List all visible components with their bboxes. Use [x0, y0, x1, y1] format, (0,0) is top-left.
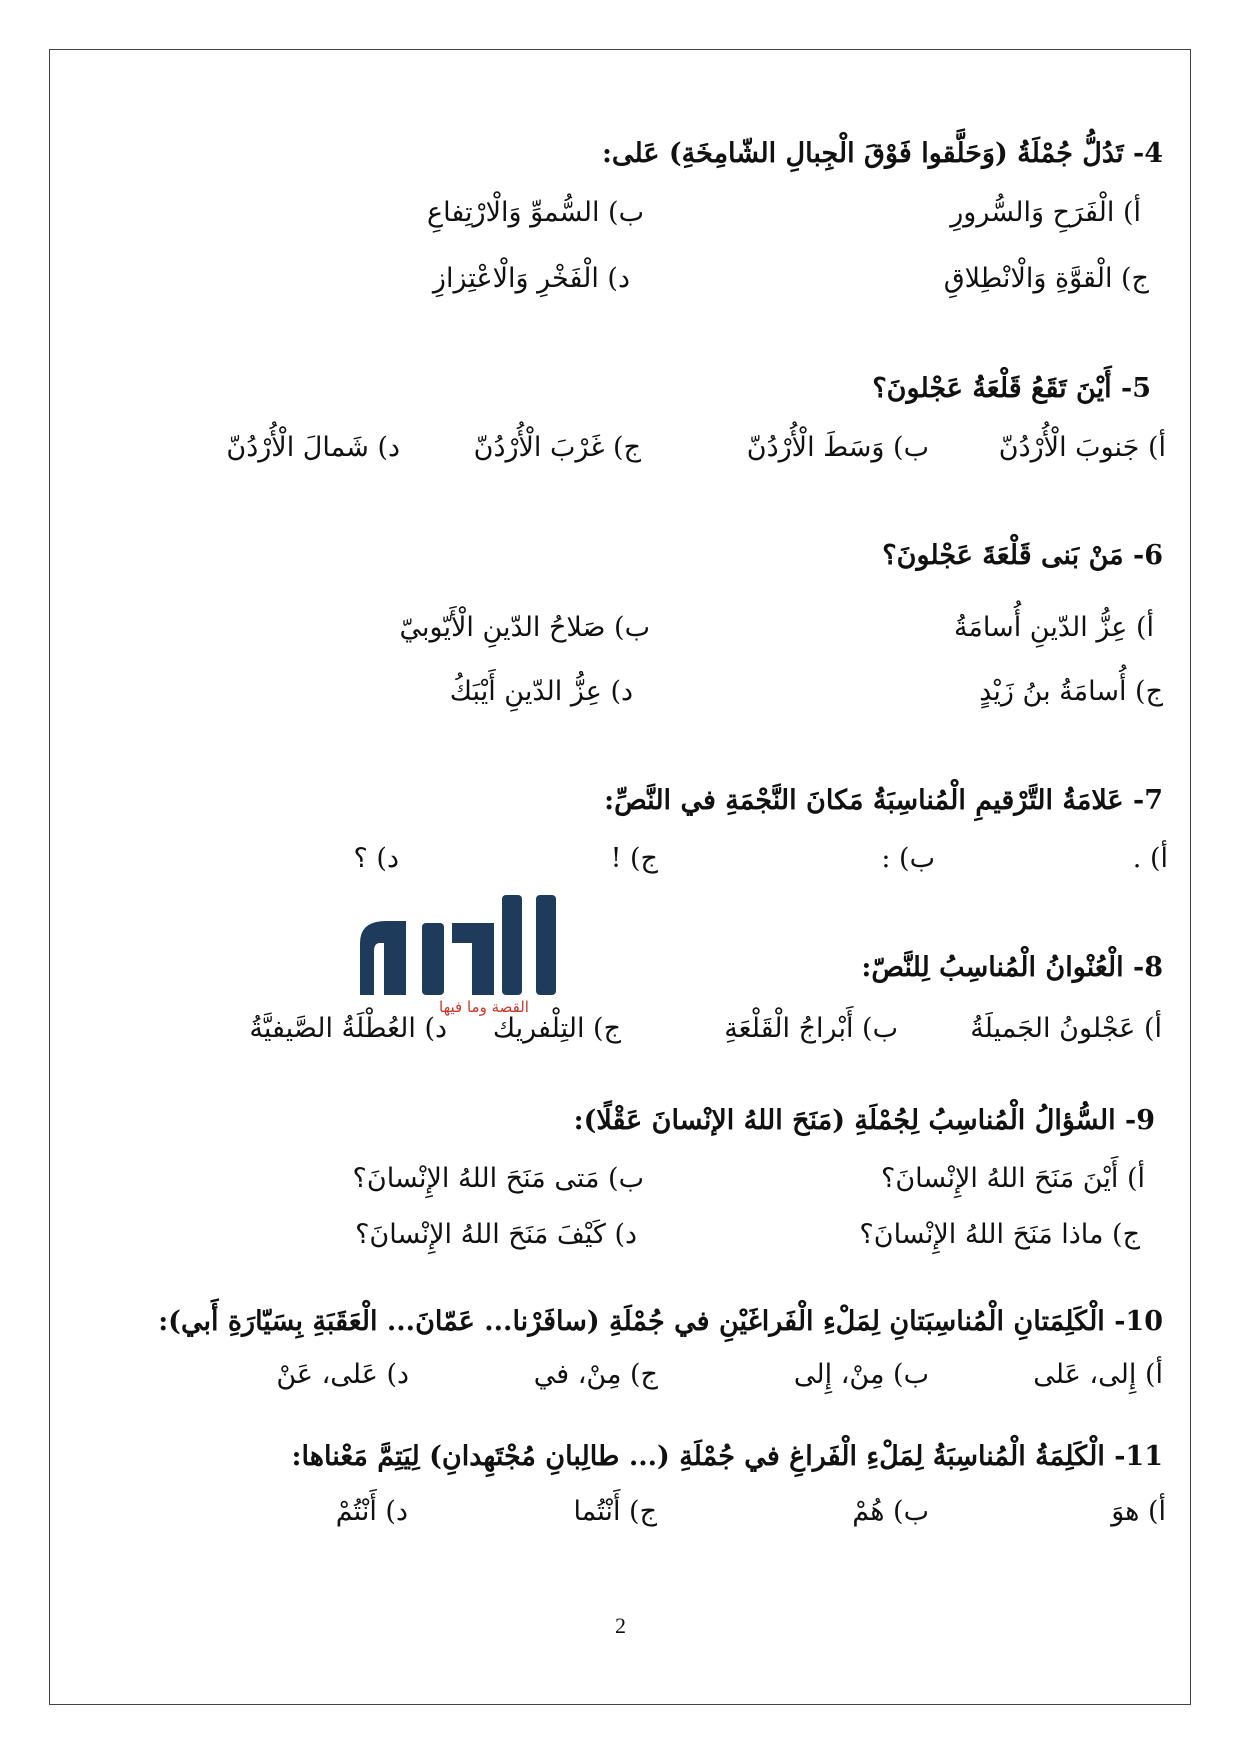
q5-option-a[interactable]: أ) جَنوبَ الْأُرْدُنّ [998, 432, 1166, 463]
question-11: 11- الْكَلِمَةُ الْمُناسِبَةُ لِمَلْءِ الْفَراغِ في جُمْلَةِ (... طالِبانِ مُجْتَهِدانِ) لِيَتِمَّ مَعْناها: [291, 1441, 1163, 1472]
q11-option-a[interactable]: أ) هوَ [1111, 1496, 1166, 1527]
q9-option-d[interactable]: د) كَيْفَ مَنَحَ اللهُ الإِنْسانَ؟ [355, 1219, 637, 1250]
q7-option-b[interactable]: ب) : [881, 843, 935, 874]
question-8: 8- الْعُنْوانُ الْمُناسِبُ لِلنَّصّ: [861, 952, 1163, 983]
q4-option-a[interactable]: أ) الْفَرَحِ وَالسُّرورِ [950, 197, 1141, 228]
logo-tagline: القصة وما فيها [439, 998, 529, 1016]
q4-option-c[interactable]: ج) الْقوَّةِ وَالْانْطِلاقِ [943, 263, 1149, 294]
q10-option-a[interactable]: أ) إِلى، عَلى [1033, 1359, 1163, 1390]
page-number: 2 [615, 1613, 626, 1638]
q7-option-d[interactable]: د) ؟ [353, 843, 399, 874]
q5-option-b[interactable]: ب) وَسَطَ الْأُرْدُنّ [746, 432, 929, 463]
q11-option-b[interactable]: ب) هُمْ [852, 1496, 929, 1527]
q8-option-a[interactable]: أ) عَجْلونُ الجَميلَةُ [970, 1013, 1162, 1044]
question-7: 7- عَلامَةُ التَّرْقيمِ الْمُناسِبَةُ مَكانَ النَّجْمَةِ في النَّصِّ: [604, 785, 1163, 816]
aldar-logo [352, 893, 576, 1015]
q6-option-a[interactable]: أ) عِزُّ الدّينِ أُسامَةُ [953, 612, 1154, 643]
q4-option-b[interactable]: ب) السُّموِّ وَالْارْتِفاعِ [427, 197, 644, 228]
q6-option-b[interactable]: ب) صَلاحُ الدّينِ الْأَيّوبيّ [399, 612, 650, 643]
q11-option-d[interactable]: د) أَنْتُمْ [335, 1496, 408, 1527]
q9-option-a[interactable]: أ) أَيْنَ مَنَحَ اللهُ الإِنْسانَ؟ [880, 1163, 1145, 1194]
question-9: 9- السُّؤالُ الْمُناسِبُ لِجُمْلَةِ (مَنَحَ اللهُ الإنْسانَ عَقْلًا): [573, 1105, 1155, 1136]
q8-option-c[interactable]: ج) التِلْفريك [492, 1013, 621, 1044]
q10-option-c[interactable]: ج) مِنْ، في [533, 1359, 658, 1390]
q5-option-c[interactable]: ج) غَرْبَ الْأُرْدُنّ [473, 432, 641, 463]
q8-option-b[interactable]: ب) أَبْراجُ الْقَلْعَةِ [724, 1013, 898, 1044]
q11-option-c[interactable]: ج) أَنْتُما [573, 1496, 657, 1527]
question-10: 10- الْكَلِمَتانِ الْمُناسِبَتانِ لِمَلْءِ الْفَراغَيْنِ في جُمْلَةِ (سافَرْنا... عَمّانَ... الْعَقَبَةِ بِسَيّارَةِ أَبي): [158, 1306, 1163, 1337]
q8-option-d[interactable]: د) العُطْلَةُ الصَّيفيَّةُ [249, 1013, 447, 1044]
q5-option-d[interactable]: د) شَمالَ الْأُرْدُنّ [226, 432, 400, 463]
q6-option-d[interactable]: د) عِزُّ الدّينِ أَيْبَكُ [449, 676, 633, 707]
q9-option-c[interactable]: ج) ماذا مَنَحَ اللهُ الإِنْسانَ؟ [859, 1219, 1140, 1250]
q10-option-b[interactable]: ب) مِنْ، إِلى [793, 1359, 929, 1390]
q9-option-b[interactable]: ب) مَتى مَنَحَ اللهُ الإِنْسانَ؟ [352, 1163, 644, 1194]
q10-option-d[interactable]: د) عَلى، عَنْ [276, 1359, 409, 1390]
question-6: 6- مَنْ بَنى قَلْعَةَ عَجْلونَ؟ [882, 540, 1163, 571]
q4-option-d[interactable]: د) الْفَخْرِ وَالْاعْتِزازِ [432, 263, 630, 294]
q6-option-c[interactable]: ج) أُسامَةُ بنُ زَيْدٍ [979, 676, 1163, 707]
question-4: 4- تَدُلُّ جُمْلَةُ (وَحَلَّقوا فَوْقَ الْجِبالِ الشّامِخَةِ) عَلى: [601, 138, 1163, 169]
q7-option-a[interactable]: أ) . [1132, 843, 1168, 874]
question-5: 5- أَيْنَ تَقَعُ قَلْعَةُ عَجْلونَ؟ [872, 373, 1151, 404]
q7-option-c[interactable]: ج) ! [610, 843, 658, 874]
